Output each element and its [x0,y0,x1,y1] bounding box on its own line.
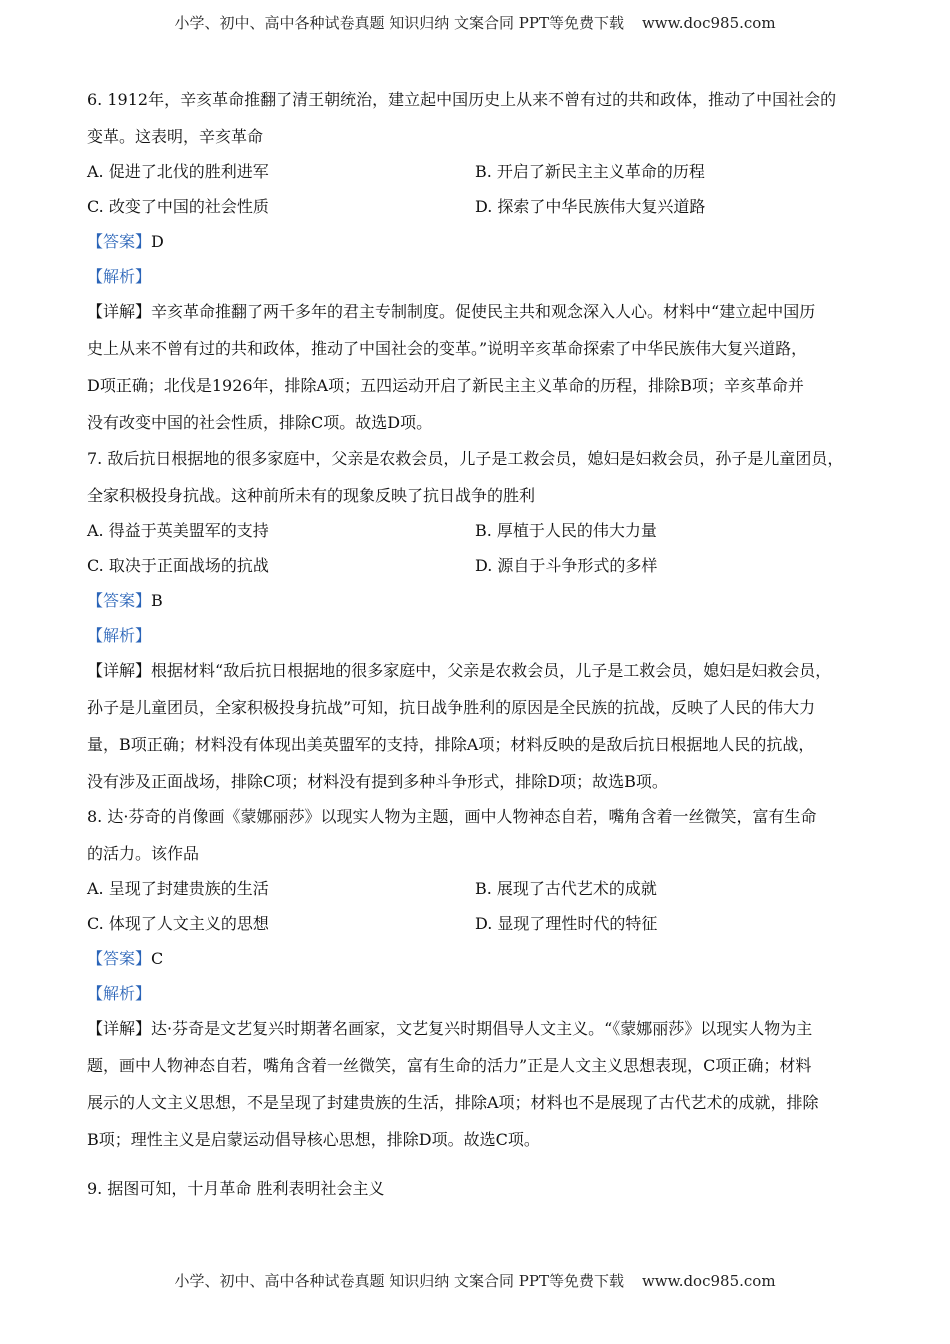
q6-option-d: D. 探索了中华民族伟大复兴道路 [475,197,706,216]
q8-stem-line-2: 的活力。该作品 [87,844,200,863]
q6-analysis-label: 【解析】 [87,267,152,286]
q8-detail-label: 【详解】 [87,1019,152,1038]
q7-answer-label: 【答案】 [87,591,152,610]
q6-detail-label: 【详解】 [87,302,152,321]
q8-detail-text-1: 达·芬奇是文艺复兴时期著名画家，文艺复兴时期倡导人文主义。“《蒙娜丽莎》以现实人物为主 [151,1019,813,1038]
footer-site[interactable]: www.doc985.com [641,1272,776,1290]
q8-answer [87,948,867,970]
q7-detail-label: 【详解】 [87,661,152,680]
footer-text: 小学、初中、高中各种试卷真题 知识归纳 文案合同 PPT等免费下载 [174,1272,624,1290]
q8-answer-label: 【答案】 [87,949,152,968]
q7-analysis-label: 【解析】 [87,626,152,645]
q8-detail-line-2: 题，画中人物神态自若，嘴角含着一丝微笑，富有生命的活力”正是人文主义思想表现，C项正确；材料 [87,1056,812,1075]
q7-answer-value: B [151,591,163,610]
q7-option-a: A. 得益于英美盟军的支持 [87,521,269,540]
page-footer [0,1270,950,1291]
q8-option-d: D. 显现了理性时代的特征 [475,914,658,933]
q8-detail-line-3: 展示的人文主义思想，不是呈现了封建贵族的生活，排除A项；材料也不是展现了古代艺术的成就，排除 [87,1093,819,1112]
q6-stem-line-1: 6. 1912年，辛亥革命推翻了清王朝统治，建立起中国历史上从来不曾有过的共和政体，推动了中国社会的 [87,90,837,109]
q6-detail-line-3: D项正确；北伐是1926年，排除A项；五四运动开启了新民主主义革命的历程，排除B项；辛亥革命并 [87,376,804,395]
q7-option-b: B. 厚植于人民的伟大力量 [475,521,657,540]
q8-stem-line-1: 8. 达·芬奇的肖像画《蒙娜丽莎》以现实人物为主题，画中人物神态自若，嘴角含着一丝微笑，富有生命 [87,807,817,826]
q7-detail-line-2: 孙子是儿童团员，全家积极投身抗战”可知，抗日战争胜利的原因是全民族的抗战，反映了人民的伟大力 [87,698,816,717]
q8-option-c: C. 体现了人文主义的思想 [87,914,269,933]
header-site[interactable]: www.doc985.com [641,14,776,32]
q7-answer [87,590,867,612]
q7-detail-line-1 [87,660,867,682]
q8-analysis-label: 【解析】 [87,984,152,1003]
q6-answer-label: 【答案】 [87,232,152,251]
q6-detail-text-1: 辛亥革命推翻了两千多年的君主专制制度。促使民主共和观念深入人心。材料中“建立起中国历 [151,302,816,321]
q9-stem-line-1: 9. 据图可知，十月革命 胜利表明社会主义 [87,1179,385,1198]
q6-answer-value: D [151,232,164,251]
q6-option-b: B. 开启了新民主主义革命的历程 [475,162,705,181]
q6-detail-line-4: 没有改变中国的社会性质，排除C项。故选D项。 [87,413,433,432]
q8-option-a: A. 呈现了封建贵族的生活 [87,879,269,898]
q6-stem-line-2: 变革。这表明，辛亥革命 [87,127,264,146]
q6-answer [87,231,867,253]
q6-option-a: A. 促进了北伐的胜利进军 [87,162,269,181]
q8-option-b: B. 展现了古代艺术的成就 [475,879,657,898]
q7-detail-line-3: 量，B项正确；材料没有体现出美英盟军的支持，排除A项；材料反映的是敌后抗日根据地人民的抗战， [87,735,815,754]
q7-detail-line-4: 没有涉及正面战场，排除C项；材料没有提到多种斗争形式，排除D项；故选B项。 [87,772,668,791]
q6-detail-line-1 [87,301,867,323]
q6-detail-line-2: 史上从来不曾有过的共和政体，推动了中国社会的变革。”说明辛亥革命探索了中华民族伟大复兴道路， [87,339,808,358]
q8-answer-value: C [151,949,164,968]
q7-option-d: D. 源自于斗争形式的多样 [475,556,658,575]
q8-detail-line-1 [87,1018,867,1040]
page-header [0,12,950,33]
q7-stem-line-1: 7. 敌后抗日根据地的很多家庭中，父亲是农救会员，儿子是工救会员，媳妇是妇救会员，孙子是儿童团员， [87,449,844,468]
q7-option-c: C. 取决于正面战场的抗战 [87,556,269,575]
q7-detail-text-1: 根据材料“敌后抗日根据地的很多家庭中，父亲是农救会员，儿子是工救会员，媳妇是妇救会员， [151,661,832,680]
q7-stem-line-2: 全家积极投身抗战。这种前所未有的现象反映了抗日战争的胜利 [87,486,536,505]
header-text: 小学、初中、高中各种试卷真题 知识归纳 文案合同 PPT等免费下载 [174,14,624,32]
q6-option-c: C. 改变了中国的社会性质 [87,197,269,216]
q8-detail-line-4: B项；理性主义是启蒙运动倡导核心思想，排除D项。故选C项。 [87,1130,540,1149]
